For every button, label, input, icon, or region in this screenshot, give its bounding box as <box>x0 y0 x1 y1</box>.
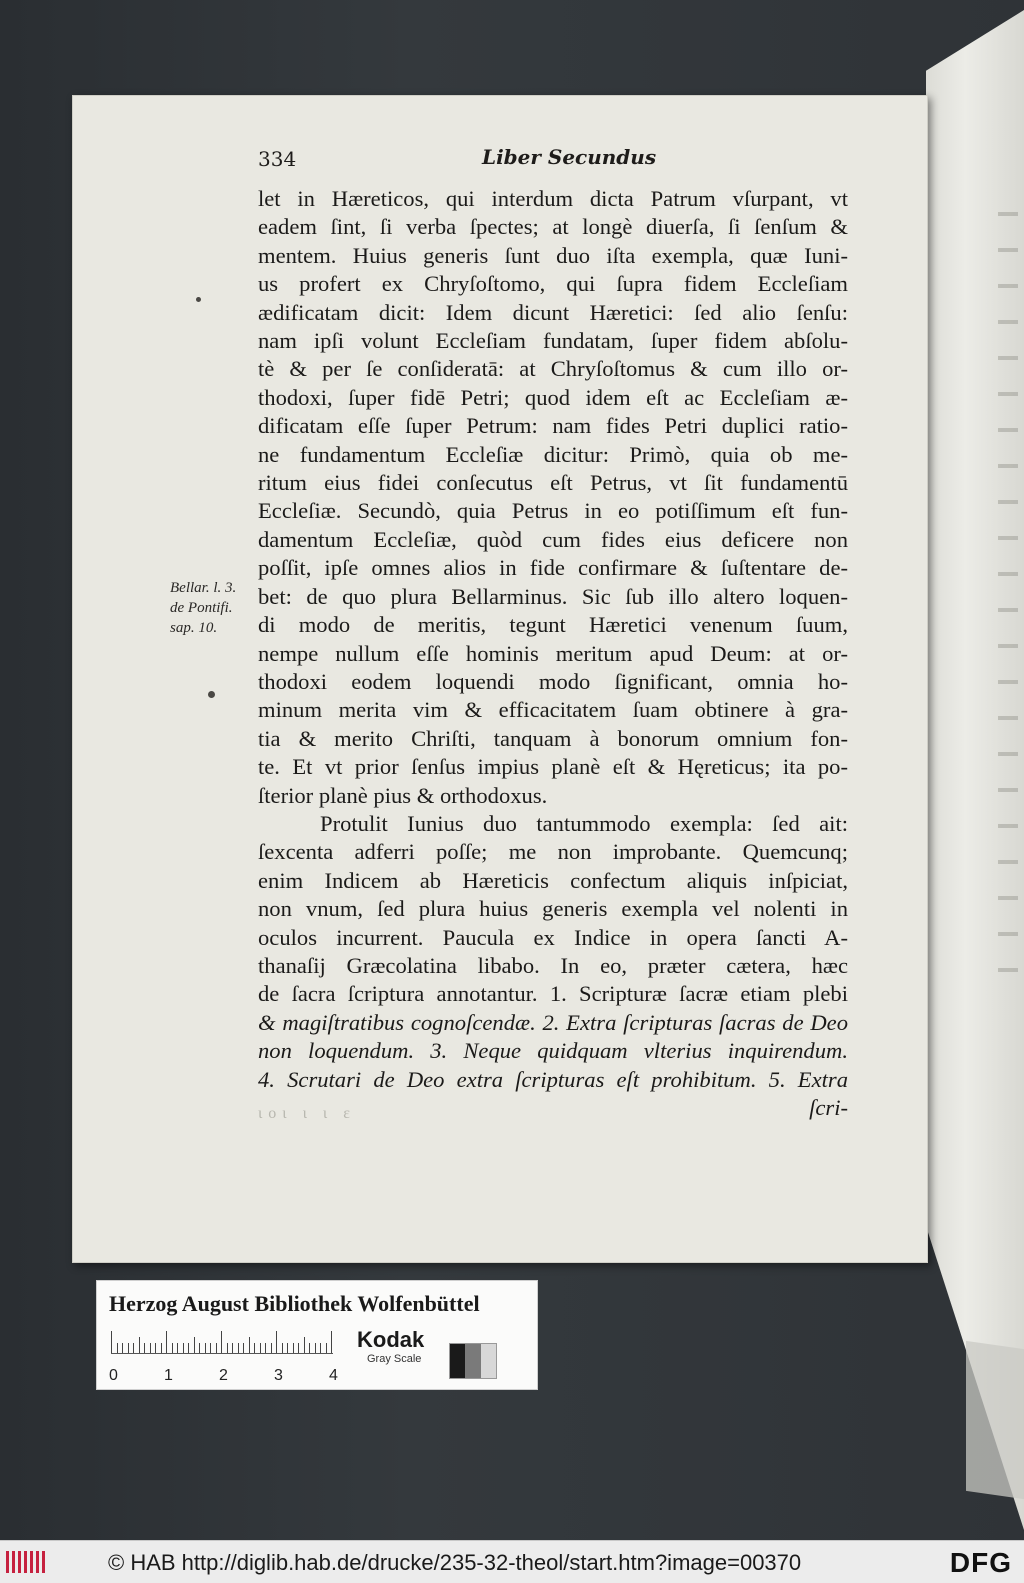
bleed-through-text: ιοι ι ι ε <box>258 1105 356 1122</box>
text-line: minum merita vim & efficacitatem ſuam obtinere à gra- <box>258 697 848 723</box>
ruler-tick <box>210 1343 211 1353</box>
margin-note-line: Bellar. l. 3. <box>170 580 237 596</box>
text-line: let in Hæreticos, qui interdum dicta Patrum vſurpant, vt <box>258 186 848 211</box>
dfg-logo: DFG <box>949 1547 1012 1578</box>
ink-speck <box>208 691 215 698</box>
ruler-tick <box>298 1343 299 1353</box>
text-line: poſſit, ipſe omnes alios in fide confirmare & ſuſtentare de- <box>258 555 848 581</box>
ink-speck <box>196 297 201 302</box>
color-scale-card <box>96 1280 538 1390</box>
text-line: us profert ex Chryſoſtomo, qui ſupra fidem Eccleſiam <box>258 271 848 297</box>
text-line: ritum eius fidei conſecutus eſt Petrus, vt ſit fundamentū <box>258 470 848 496</box>
text-line: & magiſtratibus cognoſcendæ. 2. Extra ſcripturas ſacras de Deo <box>258 1009 848 1035</box>
gray-swatch <box>465 1344 480 1378</box>
ruler-tick <box>320 1343 321 1353</box>
text-line: nam ipſi volunt Eccleſiam fundatam, ſuper fidem abſolu- <box>258 328 848 354</box>
ruler-tick <box>172 1343 173 1353</box>
facing-page-text-ghost <box>998 190 1018 990</box>
facing-page-card <box>966 1341 1024 1499</box>
ruler-tick <box>254 1343 255 1353</box>
ruler-tick <box>194 1337 195 1353</box>
gray-scale-label: Gray Scale <box>367 1353 422 1365</box>
text-line: tè & per ſe conſideratā: at Chryſoſtomus & cum illo or- <box>258 356 848 382</box>
ruler-tick <box>161 1343 162 1353</box>
ruler-tick <box>238 1343 239 1353</box>
ruler-tick <box>155 1343 156 1353</box>
ruler <box>111 1331 333 1354</box>
text-line: enim Indicem ab Hæreticis confectum aliquis inſpiciat, <box>258 867 848 893</box>
text-line: 4. Scrutari de Deo extra ſcripturas eſt prohibitum. 5. Extra <box>258 1066 848 1092</box>
ruler-labels <box>105 1367 345 1387</box>
gray-swatch <box>481 1344 496 1378</box>
margin-note-line: sap. 10. <box>170 620 218 636</box>
text-line: non vnum, ſed plura huius generis exempla vel nolenti in <box>258 896 848 922</box>
text-line: tia & merito Chriſti, tanquam à bonorum omnium fon- <box>258 725 848 751</box>
text-line: ſexcenta adferri poſſe; me non improbante. Quemcunq; <box>258 839 848 865</box>
ruler-tick <box>128 1343 129 1353</box>
ruler-tick <box>282 1343 283 1353</box>
ruler-tick <box>287 1343 288 1353</box>
ruler-tick <box>260 1343 261 1353</box>
text-line: thodoxi, ſuper fidē Petri; quod idem eſt ac Eccleſiam æ- <box>258 384 848 410</box>
text-line: de ſacra ſcriptura annotantur. 1. Scripturæ ſacræ etiam plebi <box>258 981 848 1007</box>
margin-note-line: de Pontifi. <box>170 600 233 616</box>
library-name: Herzog August Bibliothek Wolfenbüttel <box>109 1291 480 1316</box>
ruler-label: 2 <box>219 1367 228 1384</box>
gray-swatches <box>449 1343 497 1379</box>
text-line: bet: de quo plura Bellarminus. Sic ſub illo altero loquen- <box>258 583 848 609</box>
ruler-tick <box>232 1343 233 1353</box>
ruler-tick <box>309 1343 310 1353</box>
text-line: dificatam eſſe ſuper Petrum: nam fides Petri duplici ratio- <box>258 413 848 439</box>
ruler-tick <box>265 1343 266 1353</box>
text-line: thanaſij Græcolatina libabo. In eo, præter cætera, hæc <box>258 952 848 978</box>
text-line: eadem ſint, ſi verba ſpectes; at longè diuerſa, ſi ſenſum & <box>258 214 848 240</box>
text-line: non loquendum. 3. Neque quidquam vlterius inquirendum. <box>258 1038 848 1064</box>
ruler-tick <box>122 1343 123 1353</box>
ruler-tick <box>276 1331 277 1353</box>
ruler-tick <box>166 1331 167 1353</box>
ruler-tick <box>205 1343 206 1353</box>
text-line: mentem. Huius generis ſunt duo iſta exempla, quæ Iuni- <box>258 242 848 268</box>
margin-note <box>170 578 260 638</box>
book-page <box>72 95 928 1263</box>
running-head: Liber Secundus <box>482 145 657 169</box>
ruler-tick <box>304 1337 305 1353</box>
ruler-tick <box>315 1343 316 1353</box>
text-line: damentum Eccleſiæ, quòd cum fides eius deficere non <box>258 526 848 552</box>
ruler-tick <box>133 1343 134 1353</box>
text-line: ſterior planè pius & orthodoxus. <box>258 782 548 808</box>
page-number: 334 <box>258 147 297 171</box>
ruler-tick <box>221 1331 222 1353</box>
gray-swatch <box>450 1344 465 1378</box>
ruler-tick <box>331 1331 332 1353</box>
ruler-tick <box>249 1337 250 1353</box>
ruler-tick <box>139 1337 140 1353</box>
text-line: te. Et vt prior ſenſus impius planè eſt & Hęreticus; ita po- <box>258 754 848 780</box>
ruler-tick <box>150 1343 151 1353</box>
ruler-label: 3 <box>274 1367 283 1384</box>
page-header <box>72 147 928 177</box>
ruler-tick <box>111 1331 112 1353</box>
ruler-tick <box>199 1343 200 1353</box>
text-line: ſcri- <box>809 1095 848 1120</box>
text-line: thodoxi eodem loquendi modo ſignificant, omnia ho- <box>258 668 848 694</box>
ruler-label: 1 <box>164 1367 173 1384</box>
ruler-tick <box>216 1343 217 1353</box>
body-text <box>258 185 848 1122</box>
text-line: ne fundamentum Eccleſiæ dicitur: Primò, quia ob me- <box>258 441 848 467</box>
text-line: Protulit Iunius duo tantummodo exempla: ſed ait: <box>320 810 848 836</box>
ruler-tick <box>144 1343 145 1353</box>
ruler-tick <box>117 1343 118 1353</box>
ruler-tick <box>271 1343 272 1353</box>
ruler-tick <box>188 1343 189 1353</box>
ruler-tick <box>326 1343 327 1353</box>
ruler-tick <box>183 1343 184 1353</box>
text-line: oculos incurrent. Paucula ex Indice in opera ſancti A- <box>258 924 848 950</box>
ruler-tick <box>243 1343 244 1353</box>
ruler-label: 0 <box>109 1367 118 1384</box>
ruler-tick <box>227 1343 228 1353</box>
text-line: ædificatam dicit: Idem dicunt Hæretici: ſed alio ſenſu: <box>258 299 848 325</box>
ruler-tick <box>177 1343 178 1353</box>
text-line: nempe nullum eſſe hominis meritum apud Deum: at or- <box>258 640 848 666</box>
text-line: di modo de meritis, tegunt Hæretici venenum ſuum, <box>258 612 848 638</box>
ruler-tick <box>293 1343 294 1353</box>
text-line: Eccleſiæ. Secundò, quia Petrus in eo potiſſimum eſt fun- <box>258 498 848 524</box>
ruler-label: 4 <box>329 1367 338 1384</box>
hab-logo-icon <box>6 1551 46 1573</box>
footer-bar <box>0 1540 1024 1583</box>
footer-copyright-link[interactable]: © HAB http://diglib.hab.de/drucke/235-32-theol/start.htm?image=00370 <box>108 1550 802 1575</box>
kodak-logo: Kodak <box>357 1327 425 1352</box>
